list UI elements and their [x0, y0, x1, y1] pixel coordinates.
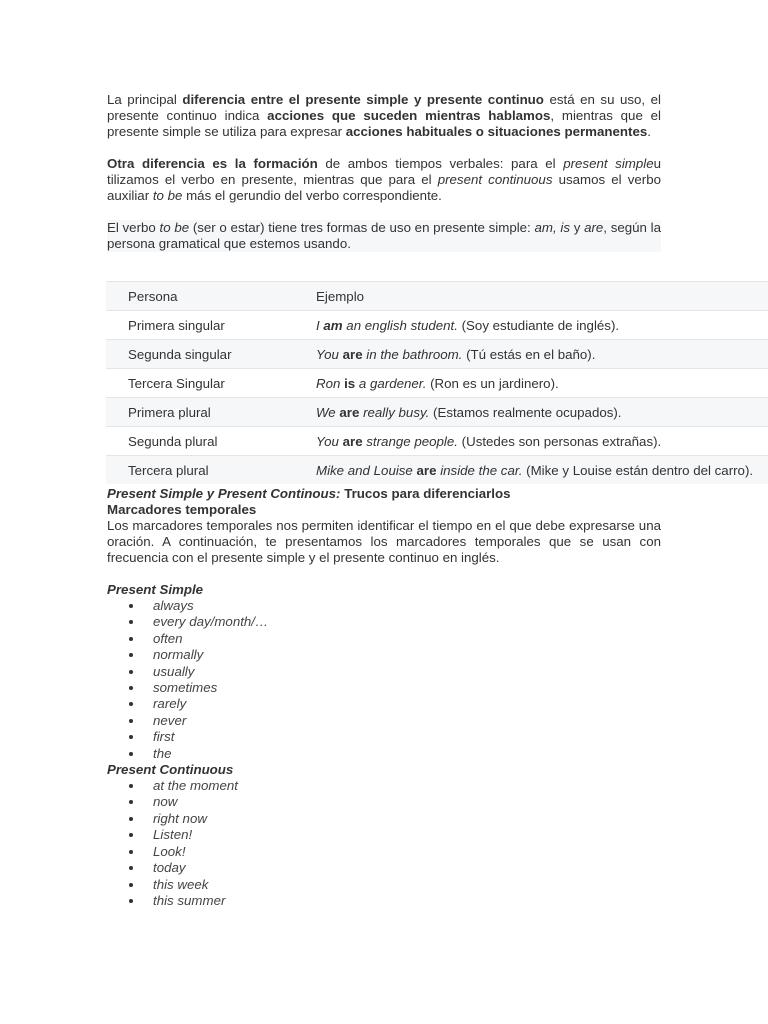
list-item: often	[107, 631, 661, 647]
list-item: every day/month/…	[107, 614, 661, 630]
persona-cell: Tercera Singular	[106, 369, 316, 398]
bullet-icon	[129, 702, 133, 706]
list-item: right now	[107, 811, 661, 827]
list-item: always	[107, 598, 661, 614]
list-item: first	[107, 729, 661, 745]
example-cell: Mike and Louise are inside the car. (Mike y Louise están dentro del carro).	[316, 456, 768, 485]
example-cell: You are in the bathroom. (Tú estás en el baño).	[316, 340, 768, 369]
bullet-icon	[129, 735, 133, 739]
bullet-icon	[129, 866, 133, 870]
persona-cell: Primera singular	[106, 311, 316, 340]
to-be-table	[106, 281, 768, 484]
list-item: Look!	[107, 844, 661, 860]
section-subtitle: Marcadores temporales	[107, 502, 257, 517]
bullet-icon	[129, 637, 133, 641]
list-item: this week	[107, 877, 661, 893]
bullet-icon	[129, 800, 133, 804]
list-item: at the moment	[107, 778, 661, 794]
table-row	[106, 369, 768, 398]
paragraph-formation: Otra diferencia es la formación de ambos tiempos verbales: para el present simpleu tilizamos el verbo en presente, mientras que para el present continuous usamos el verbo auxiliar to be más el gerundio del verbo correspondiente.	[107, 156, 662, 203]
example-cell: I am an english student. (Soy estudiante de inglés).	[316, 311, 768, 340]
present-simple-heading: Present Simple	[107, 582, 204, 597]
header-ejemplo: Ejemplo	[316, 282, 768, 311]
persona-cell: Segunda singular	[106, 340, 316, 369]
list-item: today	[107, 860, 661, 876]
markers-section	[107, 486, 661, 909]
list-item: normally	[107, 647, 661, 663]
intro-text	[107, 92, 661, 252]
persona-cell: Tercera plural	[106, 456, 316, 485]
header-persona: Persona	[106, 282, 316, 311]
persona-cell: Primera plural	[106, 398, 316, 427]
bullet-icon	[129, 620, 133, 624]
example-cell: You are strange people. (Ustedes son personas extrañas).	[316, 427, 768, 456]
example-cell: Ron is a gardener. (Ron es un jardinero).	[316, 369, 768, 398]
example-cell: We are really busy. (Estamos realmente ocupados).	[316, 398, 768, 427]
bullet-icon	[129, 784, 133, 788]
list-item: rarely	[107, 696, 661, 712]
table-header-row	[106, 282, 768, 311]
list-item: this summer	[107, 893, 661, 909]
bullet-icon	[129, 817, 133, 821]
persona-cell: Segunda plural	[106, 427, 316, 456]
table-row	[106, 311, 768, 340]
list-item: usually	[107, 664, 661, 680]
bullet-icon	[129, 833, 133, 837]
present-simple-list	[107, 598, 661, 762]
table-row	[106, 398, 768, 427]
list-item: Listen!	[107, 827, 661, 843]
bullet-icon	[129, 604, 133, 608]
list-item: now	[107, 794, 661, 810]
paragraph-to-be: El verbo to be (ser o estar) tiene tres formas de uso en presente simple: am, is y are, según la persona gramatical que estemos usando.	[107, 220, 661, 251]
paragraph-difference: La principal diferencia entre el presente simple y presente continuo está en su uso, el presente continuo indica acciones que suceden mientras hablamos, mientras que el presente simple se utiliza para expresar acciones habituales o situaciones permanentes.	[107, 92, 661, 139]
table-row	[106, 456, 768, 485]
bullet-icon	[129, 719, 133, 723]
table-row	[106, 427, 768, 456]
bullet-icon	[129, 883, 133, 887]
section-title: Present Simple y Present Continous: Trucos para diferenciarlos	[107, 486, 511, 501]
list-item: the	[107, 746, 661, 762]
markers-intro: Los marcadores temporales nos permiten identificar el tiempo en el que debe expresarse una oración. A continuación, te presentamos los marcadores temporales que se usan con frecuencia con el presente simple y el presente continuo en inglés.	[107, 518, 661, 565]
list-item: never	[107, 713, 661, 729]
present-continuous-heading: Present Continuous	[107, 762, 234, 778]
bullet-icon	[129, 653, 133, 657]
bullet-icon	[129, 670, 133, 674]
bullet-icon	[129, 850, 133, 854]
present-continuous-list	[107, 778, 661, 909]
bullet-icon	[129, 686, 133, 690]
bullet-icon	[129, 899, 133, 903]
list-item: sometimes	[107, 680, 661, 696]
table-row	[106, 340, 768, 369]
bullet-icon	[129, 752, 133, 756]
